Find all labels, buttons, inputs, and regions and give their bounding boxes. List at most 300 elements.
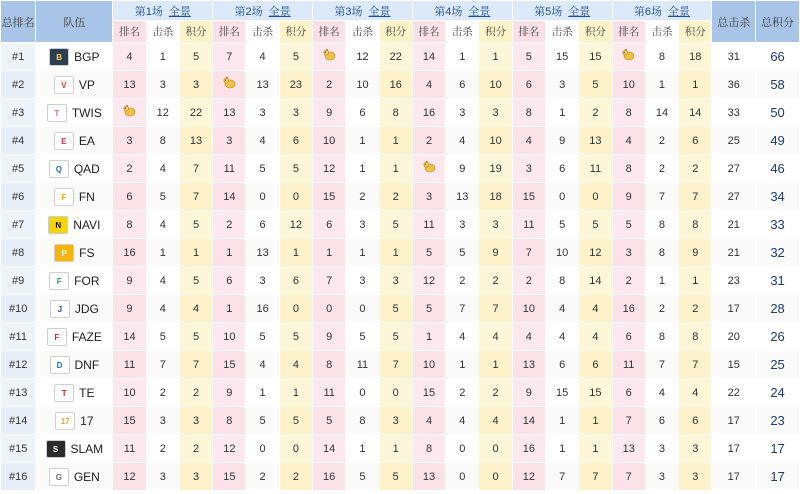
match-3-kills: 8 — [346, 407, 379, 435]
row-team[interactable] — [36, 267, 113, 295]
table-row[interactable] — [1, 183, 800, 211]
match-6-kills: 4 — [645, 379, 678, 407]
ea-logo: E — [54, 132, 74, 150]
row-total-kills: 25 — [712, 127, 756, 155]
match-6-kills: 7 — [645, 351, 678, 379]
match-3-kills: 0 — [346, 295, 379, 323]
match-4-kills: 1 — [446, 43, 479, 71]
match-3-points: 1 — [379, 239, 412, 267]
sub-points-6: 积分 — [679, 21, 712, 43]
match-2-rank: 1 — [213, 239, 246, 267]
row-total-kills: 21 — [712, 211, 756, 239]
match-5-points: 5 — [579, 71, 612, 99]
col-total-points: 总积分 — [756, 1, 800, 43]
sub-points-4: 积分 — [479, 21, 512, 43]
team-name: BGP — [74, 49, 100, 64]
match-1-points: 7 — [179, 155, 212, 183]
match-5-kills: 4 — [546, 295, 579, 323]
match-3-rank: 1 — [313, 239, 346, 267]
row-team[interactable] — [36, 239, 113, 267]
match-3-rank: 2 — [313, 71, 346, 99]
match-2-rank: 1 — [213, 295, 246, 323]
row-team[interactable] — [36, 211, 113, 239]
match-4-rank: 3 — [412, 183, 445, 211]
sub-kill-6: 击杀 — [645, 21, 678, 43]
match-5-rank: 11 — [512, 211, 545, 239]
match-4-kills: 9 — [446, 155, 479, 183]
match-3-rank: 15 — [313, 183, 346, 211]
table-row[interactable] — [1, 267, 800, 295]
match-fullview-link-6[interactable]: 全景 — [668, 5, 691, 18]
match-4-rank: 10 — [412, 351, 445, 379]
match-5-rank: 15 — [512, 183, 545, 211]
match-3-kills: 1 — [346, 127, 379, 155]
match-4-kills: 3 — [446, 211, 479, 239]
match-6-kills: 14 — [645, 99, 678, 127]
match-header-5 — [512, 1, 612, 21]
match-1-rank — [113, 99, 146, 127]
table-row[interactable] — [1, 127, 800, 155]
match-2-points: 0 — [279, 295, 312, 323]
match-1-points: 5 — [179, 267, 212, 295]
row-total-rank: #7 — [1, 211, 36, 239]
match-5-kills: 7 — [546, 463, 579, 491]
row-total-points: 32 — [756, 239, 800, 267]
match-6-kills: 3 — [645, 435, 678, 463]
row-total-rank: #14 — [1, 407, 36, 435]
match-3-kills: 12 — [346, 43, 379, 71]
team-name: FOR — [74, 273, 100, 288]
match-4-kills: 5 — [446, 239, 479, 267]
match-label-3: 第3场 — [334, 5, 363, 18]
sub-rank-2: 排名 — [213, 21, 246, 43]
match-4-points: 4 — [479, 407, 512, 435]
row-team[interactable] — [36, 183, 113, 211]
match-5-kills: 6 — [546, 351, 579, 379]
match-2-points: 3 — [279, 99, 312, 127]
match-fullview-link-2[interactable]: 全景 — [268, 5, 291, 18]
row-total-kills: 17 — [712, 295, 756, 323]
match-header-2 — [213, 1, 313, 21]
row-total-points: 33 — [756, 211, 800, 239]
match-3-points: 5 — [379, 211, 412, 239]
col-total-rank: 总排名 — [1, 1, 36, 43]
match-3-kills: 1 — [346, 155, 379, 183]
match-3-kills: 1 — [346, 435, 379, 463]
match-3-rank: 7 — [313, 267, 346, 295]
row-team[interactable] — [36, 351, 113, 379]
match-1-kills: 4 — [146, 155, 179, 183]
match-2-kills: 5 — [246, 407, 279, 435]
match-3-rank: 16 — [313, 463, 346, 491]
match-5-kills: 4 — [546, 323, 579, 351]
chicken-dinner-icon — [223, 77, 236, 92]
match-3-points: 1 — [379, 155, 412, 183]
match-2-rank: 6 — [213, 267, 246, 295]
table-row[interactable] — [1, 463, 800, 491]
match-5-rank: 12 — [512, 463, 545, 491]
chicken-dinner-icon — [123, 105, 136, 120]
row-team[interactable] — [36, 407, 113, 435]
match-3-rank: 5 — [313, 407, 346, 435]
match-fullview-link-4[interactable]: 全景 — [468, 5, 491, 18]
match-1-rank: 13 — [113, 71, 146, 99]
match-label-4: 第4场 — [434, 5, 463, 18]
match-4-points: 3 — [479, 211, 512, 239]
match-2-points: 0 — [279, 183, 312, 211]
match-3-points: 5 — [379, 295, 412, 323]
bgp-logo: B — [49, 48, 69, 66]
match-5-rank: 8 — [512, 99, 545, 127]
match-5-points: 15 — [579, 379, 612, 407]
match-1-kills: 7 — [146, 351, 179, 379]
match-6-kills: 1 — [645, 267, 678, 295]
match-5-kills: 0 — [546, 183, 579, 211]
match-1-points: 3 — [179, 71, 212, 99]
match-5-points: 0 — [579, 183, 612, 211]
match-1-points: 2 — [179, 435, 212, 463]
match-2-points: 5 — [279, 43, 312, 71]
table-row[interactable] — [1, 435, 800, 463]
row-team[interactable] — [36, 463, 113, 491]
match-5-points: 4 — [579, 323, 612, 351]
match-3-kills: 2 — [346, 183, 379, 211]
row-total-rank: #5 — [1, 155, 36, 183]
row-total-points: 17 — [756, 435, 800, 463]
sub-points-2: 积分 — [279, 21, 312, 43]
row-total-kills: 20 — [712, 323, 756, 351]
match-3-points: 3 — [379, 407, 412, 435]
match-6-kills: 3 — [645, 463, 678, 491]
match-6-points: 8 — [679, 211, 712, 239]
match-5-rank: 3 — [512, 155, 545, 183]
match-2-rank: 12 — [213, 435, 246, 463]
match-label-6: 第6场 — [633, 5, 663, 18]
match-5-kills: 15 — [546, 43, 579, 71]
row-total-points: 66 — [756, 43, 800, 71]
match-4-kills: 2 — [446, 267, 479, 295]
match-4-points: 18 — [479, 183, 512, 211]
match-1-points: 7 — [179, 183, 212, 211]
match-6-points: 7 — [679, 351, 712, 379]
match-3-rank: 10 — [313, 127, 346, 155]
match-2-rank: 14 — [213, 183, 246, 211]
match-6-points: 7 — [679, 183, 712, 211]
match-2-rank: 7 — [213, 43, 246, 71]
match-4-points: 1 — [479, 43, 512, 71]
chicken-dinner-icon — [323, 49, 336, 64]
match-6-points: 3 — [679, 435, 712, 463]
fs-logo: P — [54, 244, 74, 262]
match-6-rank: 7 — [612, 407, 645, 435]
match-3-points: 1 — [379, 435, 412, 463]
match-1-kills: 8 — [146, 127, 179, 155]
match-5-points: 11 — [579, 155, 612, 183]
match-2-points: 5 — [279, 407, 312, 435]
match-2-points: 2 — [279, 463, 312, 491]
row-team[interactable] — [36, 295, 113, 323]
match-6-points: 6 — [679, 407, 712, 435]
match-6-rank: 6 — [612, 323, 645, 351]
row-total-points: 25 — [756, 351, 800, 379]
match-2-points: 4 — [279, 351, 312, 379]
match-6-points: 4 — [679, 379, 712, 407]
match-6-points: 3 — [679, 463, 712, 491]
match-3-rank: 14 — [313, 435, 346, 463]
row-team[interactable] — [36, 323, 113, 351]
team-name: FAZE — [71, 329, 102, 344]
match-5-kills: 10 — [546, 239, 579, 267]
match-2-kills: 16 — [246, 295, 279, 323]
match-4-kills: 0 — [446, 435, 479, 463]
match-4-rank: 4 — [412, 71, 445, 99]
match-label-2: 第2场 — [234, 5, 263, 18]
match-1-kills: 5 — [146, 323, 179, 351]
match-1-points: 3 — [179, 463, 212, 491]
match-2-kills: 2 — [246, 463, 279, 491]
table-row[interactable] — [1, 211, 800, 239]
match-1-rank: 3 — [113, 127, 146, 155]
match-3-points: 3 — [379, 267, 412, 295]
match-6-kills: 2 — [645, 155, 678, 183]
match-5-rank: 5 — [512, 43, 545, 71]
match-4-points: 3 — [479, 99, 512, 127]
table-row[interactable] — [1, 323, 800, 351]
match-1-kills: 2 — [146, 435, 179, 463]
match-6-rank: 13 — [612, 435, 645, 463]
row-total-rank: #16 — [1, 463, 36, 491]
row-total-points: 50 — [756, 99, 800, 127]
match-5-points: 2 — [579, 99, 612, 127]
match-5-rank: 6 — [512, 71, 545, 99]
match-5-rank: 14 — [512, 407, 545, 435]
match-1-points: 5 — [179, 323, 212, 351]
row-total-kills: 33 — [712, 99, 756, 127]
match-5-rank: 13 — [512, 351, 545, 379]
match-3-rank: 11 — [313, 379, 346, 407]
match-1-kills: 2 — [146, 379, 179, 407]
match-6-kills: 2 — [645, 127, 678, 155]
match-1-rank: 8 — [113, 211, 146, 239]
table-row[interactable] — [1, 43, 800, 71]
row-total-rank: #3 — [1, 99, 36, 127]
match-2-points: 5 — [279, 323, 312, 351]
match-header-4 — [412, 1, 512, 21]
match-4-rank: 5 — [412, 239, 445, 267]
match-4-points: 19 — [479, 155, 512, 183]
match-6-rank: 16 — [612, 295, 645, 323]
match-2-rank: 10 — [213, 323, 246, 351]
sub-rank-1: 排名 — [113, 21, 146, 43]
match-3-kills: 6 — [346, 99, 379, 127]
match-1-kills: 1 — [146, 239, 179, 267]
match-1-kills: 5 — [146, 183, 179, 211]
match-5-kills: 8 — [546, 267, 579, 295]
match-3-points: 0 — [379, 379, 412, 407]
sub-rank-3: 排名 — [313, 21, 346, 43]
match-4-kills: 13 — [446, 183, 479, 211]
col-total-kills: 总击杀 — [712, 1, 756, 43]
match-1-kills: 4 — [146, 211, 179, 239]
match-2-points: 6 — [279, 127, 312, 155]
row-team[interactable] — [36, 43, 113, 71]
match-2-points: 12 — [279, 211, 312, 239]
table-body — [1, 43, 800, 491]
match-1-points: 7 — [179, 351, 212, 379]
match-6-kills: 7 — [645, 183, 678, 211]
header-row-subcolumns — [1, 21, 800, 43]
match-3-points: 2 — [379, 183, 412, 211]
dnf-logo: D — [50, 356, 70, 374]
match-2-points: 1 — [279, 239, 312, 267]
match-3-rank: 12 — [313, 155, 346, 183]
match-1-rank: 2 — [113, 155, 146, 183]
match-1-rank: 14 — [113, 323, 146, 351]
team-name: JDG — [74, 301, 99, 316]
match-6-points: 2 — [679, 295, 712, 323]
match-3-kills: 3 — [346, 211, 379, 239]
slam-logo: S — [46, 440, 66, 458]
row-total-points: 28 — [756, 295, 800, 323]
sub-kill-1: 击杀 — [146, 21, 179, 43]
match-5-kills: 1 — [546, 99, 579, 127]
match-1-points: 5 — [179, 43, 212, 71]
match-header-6 — [612, 1, 712, 21]
row-team[interactable] — [36, 379, 113, 407]
chicken-dinner-icon — [423, 161, 436, 176]
row-team[interactable] — [36, 99, 113, 127]
table-row[interactable] — [1, 71, 800, 99]
match-4-points: 7 — [479, 295, 512, 323]
sub-kill-3: 击杀 — [346, 21, 379, 43]
match-fullview-link-1[interactable]: 全景 — [168, 5, 191, 18]
row-total-rank: #9 — [1, 267, 36, 295]
match-4-rank: 14 — [412, 43, 445, 71]
row-total-rank: #10 — [1, 295, 36, 323]
match-4-rank: 5 — [412, 295, 445, 323]
table-row[interactable] — [1, 155, 800, 183]
match-6-points: 1 — [679, 267, 712, 295]
match-2-kills: 0 — [246, 435, 279, 463]
row-total-rank: #4 — [1, 127, 36, 155]
row-total-rank: #8 — [1, 239, 36, 267]
match-4-points: 2 — [479, 379, 512, 407]
match-1-rank: 6 — [113, 183, 146, 211]
match-2-kills: 1 — [246, 379, 279, 407]
match-5-kills: 1 — [546, 435, 579, 463]
row-total-kills: 17 — [712, 463, 756, 491]
match-4-points: 0 — [479, 435, 512, 463]
row-total-kills: 23 — [712, 267, 756, 295]
table-row[interactable] — [1, 407, 800, 435]
match-4-kills: 4 — [446, 323, 479, 351]
match-4-points: 4 — [479, 323, 512, 351]
match-6-rank: 8 — [612, 99, 645, 127]
sub-points-3: 积分 — [379, 21, 412, 43]
match-4-kills: 4 — [446, 407, 479, 435]
gen-logo: G — [49, 468, 69, 486]
match-fullview-link-5[interactable]: 全景 — [568, 5, 591, 18]
match-3-kills: 10 — [346, 71, 379, 99]
match-4-rank — [412, 155, 445, 183]
team-name: TWIS — [71, 105, 102, 120]
match-3-kills: 1 — [346, 239, 379, 267]
match-1-kills: 3 — [146, 71, 179, 99]
row-team[interactable] — [36, 155, 113, 183]
match-1-kills: 3 — [146, 407, 179, 435]
match-6-rank: 4 — [612, 127, 645, 155]
match-5-points: 1 — [579, 407, 612, 435]
match-1-points: 13 — [179, 127, 212, 155]
match-2-kills: 4 — [246, 351, 279, 379]
match-6-rank: 9 — [612, 183, 645, 211]
row-team[interactable] — [36, 127, 113, 155]
match-4-rank: 4 — [412, 407, 445, 435]
match-1-points: 1 — [179, 239, 212, 267]
match-5-points: 15 — [579, 43, 612, 71]
match-6-points: 2 — [679, 155, 712, 183]
match-3-kills: 3 — [346, 267, 379, 295]
match-fullview-link-3[interactable]: 全景 — [368, 5, 391, 18]
match-2-points: 5 — [279, 155, 312, 183]
row-total-points: 49 — [756, 127, 800, 155]
match-5-kills: 1 — [546, 407, 579, 435]
match-4-rank: 11 — [412, 211, 445, 239]
row-total-points: 17 — [756, 463, 800, 491]
match-6-kills: 8 — [645, 211, 678, 239]
match-6-rank: 3 — [612, 239, 645, 267]
match-1-kills: 4 — [146, 267, 179, 295]
table-row[interactable] — [1, 99, 800, 127]
sub-kill-4: 击杀 — [446, 21, 479, 43]
table-row[interactable] — [1, 379, 800, 407]
match-1-kills: 3 — [146, 463, 179, 491]
match-1-kills: 4 — [146, 295, 179, 323]
match-5-points: 1 — [579, 435, 612, 463]
row-total-kills: 31 — [712, 43, 756, 71]
team-name: NAVI — [73, 217, 101, 232]
table-row[interactable] — [1, 295, 800, 323]
match-4-rank: 16 — [412, 99, 445, 127]
match-6-kills: 8 — [645, 43, 678, 71]
row-total-points: 31 — [756, 267, 800, 295]
row-total-rank: #6 — [1, 183, 36, 211]
match-6-points: 6 — [679, 127, 712, 155]
match-2-kills: 13 — [246, 71, 279, 99]
row-team[interactable] — [36, 71, 113, 99]
match-4-points: 1 — [479, 351, 512, 379]
match-5-points: 12 — [579, 239, 612, 267]
match-5-rank: 16 — [512, 435, 545, 463]
qad-logo: Q — [49, 160, 69, 178]
match-4-rank: 15 — [412, 379, 445, 407]
match-1-rank: 12 — [113, 463, 146, 491]
match-3-kills: 0 — [346, 379, 379, 407]
sub-kill-5: 击杀 — [546, 21, 579, 43]
table-row[interactable] — [1, 239, 800, 267]
row-team[interactable] — [36, 435, 113, 463]
match-1-kills: 1 — [146, 43, 179, 71]
row-total-kills: 17 — [712, 407, 756, 435]
match-4-points: 2 — [479, 267, 512, 295]
row-total-kills: 27 — [712, 183, 756, 211]
team-name: SLAM — [70, 441, 104, 456]
match-1-rank: 9 — [113, 295, 146, 323]
match-2-rank: 2 — [213, 211, 246, 239]
match-4-kills: 7 — [446, 295, 479, 323]
match-6-points: 14 — [679, 99, 712, 127]
table-row[interactable] — [1, 351, 800, 379]
